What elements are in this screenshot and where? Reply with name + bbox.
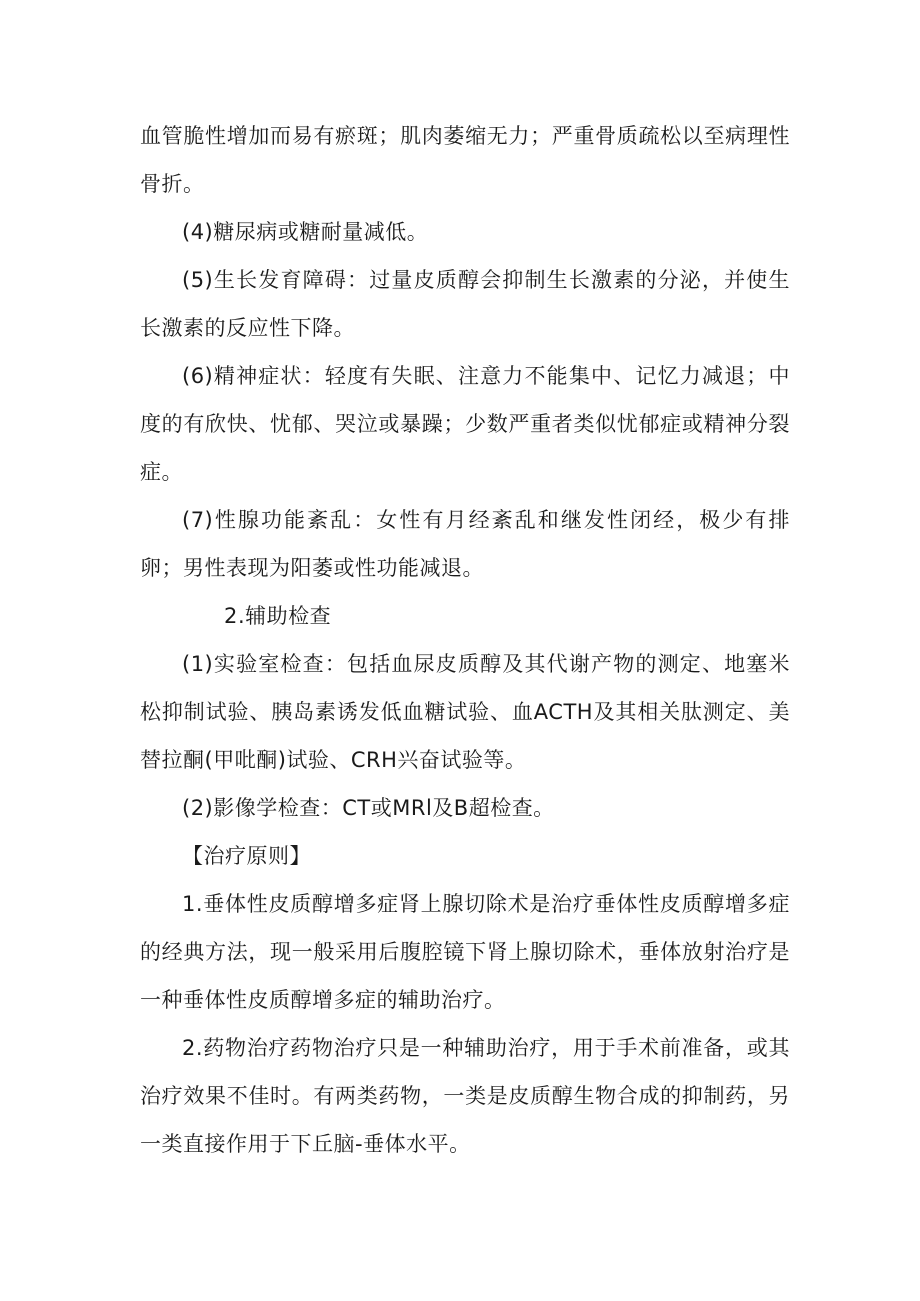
section-title: .辅助检查 <box>238 604 332 628</box>
paragraph-item-5: (5)生长发育障碍：过量皮质醇会抑制生长激素的分泌，并使生长激素的反应性下降。 <box>140 268 790 340</box>
section-number: 2 <box>224 604 238 628</box>
document-body <box>140 112 790 1168</box>
section-heading-auxiliary-exam <box>140 592 790 640</box>
paragraph-lab-exam: (1)实验室检查：包括血尿皮质醇及其代谢产物的测定、地塞米松抑制试验、胰岛素诱发低血糖试验、血ACTH及其相关肽测定、美替拉酮(甲吡酮)试验、CRH兴奋试验等。 <box>140 652 790 772</box>
paragraph-item-7: (7)性腺功能紊乱：女性有月经紊乱和继发性闭经，极少有排卵；男性表现为阳萎或性功能减退。 <box>140 508 790 580</box>
paragraph-item-4: (4)糖尿病或糖耐量减低。 <box>182 220 429 244</box>
section-heading-treatment: 【治疗原则】 <box>182 844 311 868</box>
paragraph-imaging-exam: (2)影像学检查：CT或MRl及B超检查。 <box>182 796 555 820</box>
paragraph-treatment-1: 1.垂体性皮质醇增多症肾上腺切除术是治疗垂体性皮质醇增多症的经典方法，现一般采用后腹腔镜下肾上腺切除术，垂体放射治疗是一种垂体性皮质醇增多症的辅助治疗。 <box>140 892 790 1012</box>
paragraph-treatment-2: 2.药物治疗药物治疗只是一种辅助治疗，用于手术前准备，或其治疗效果不佳时。有两类药物，一类是皮质醇生物合成的抑制药，另一类直接作用于下丘脑-垂体水平。 <box>140 1036 790 1156</box>
paragraph-continuation: 血管脆性增加而易有瘀斑；肌肉萎缩无力；严重骨质疏松以至病理性骨折。 <box>140 124 790 196</box>
paragraph-item-6: (6)精神症状：轻度有失眠、注意力不能集中、记忆力减退；中度的有欣快、忧郁、哭泣或暴躁；少数严重者类似忧郁症或精神分裂症。 <box>140 364 790 484</box>
